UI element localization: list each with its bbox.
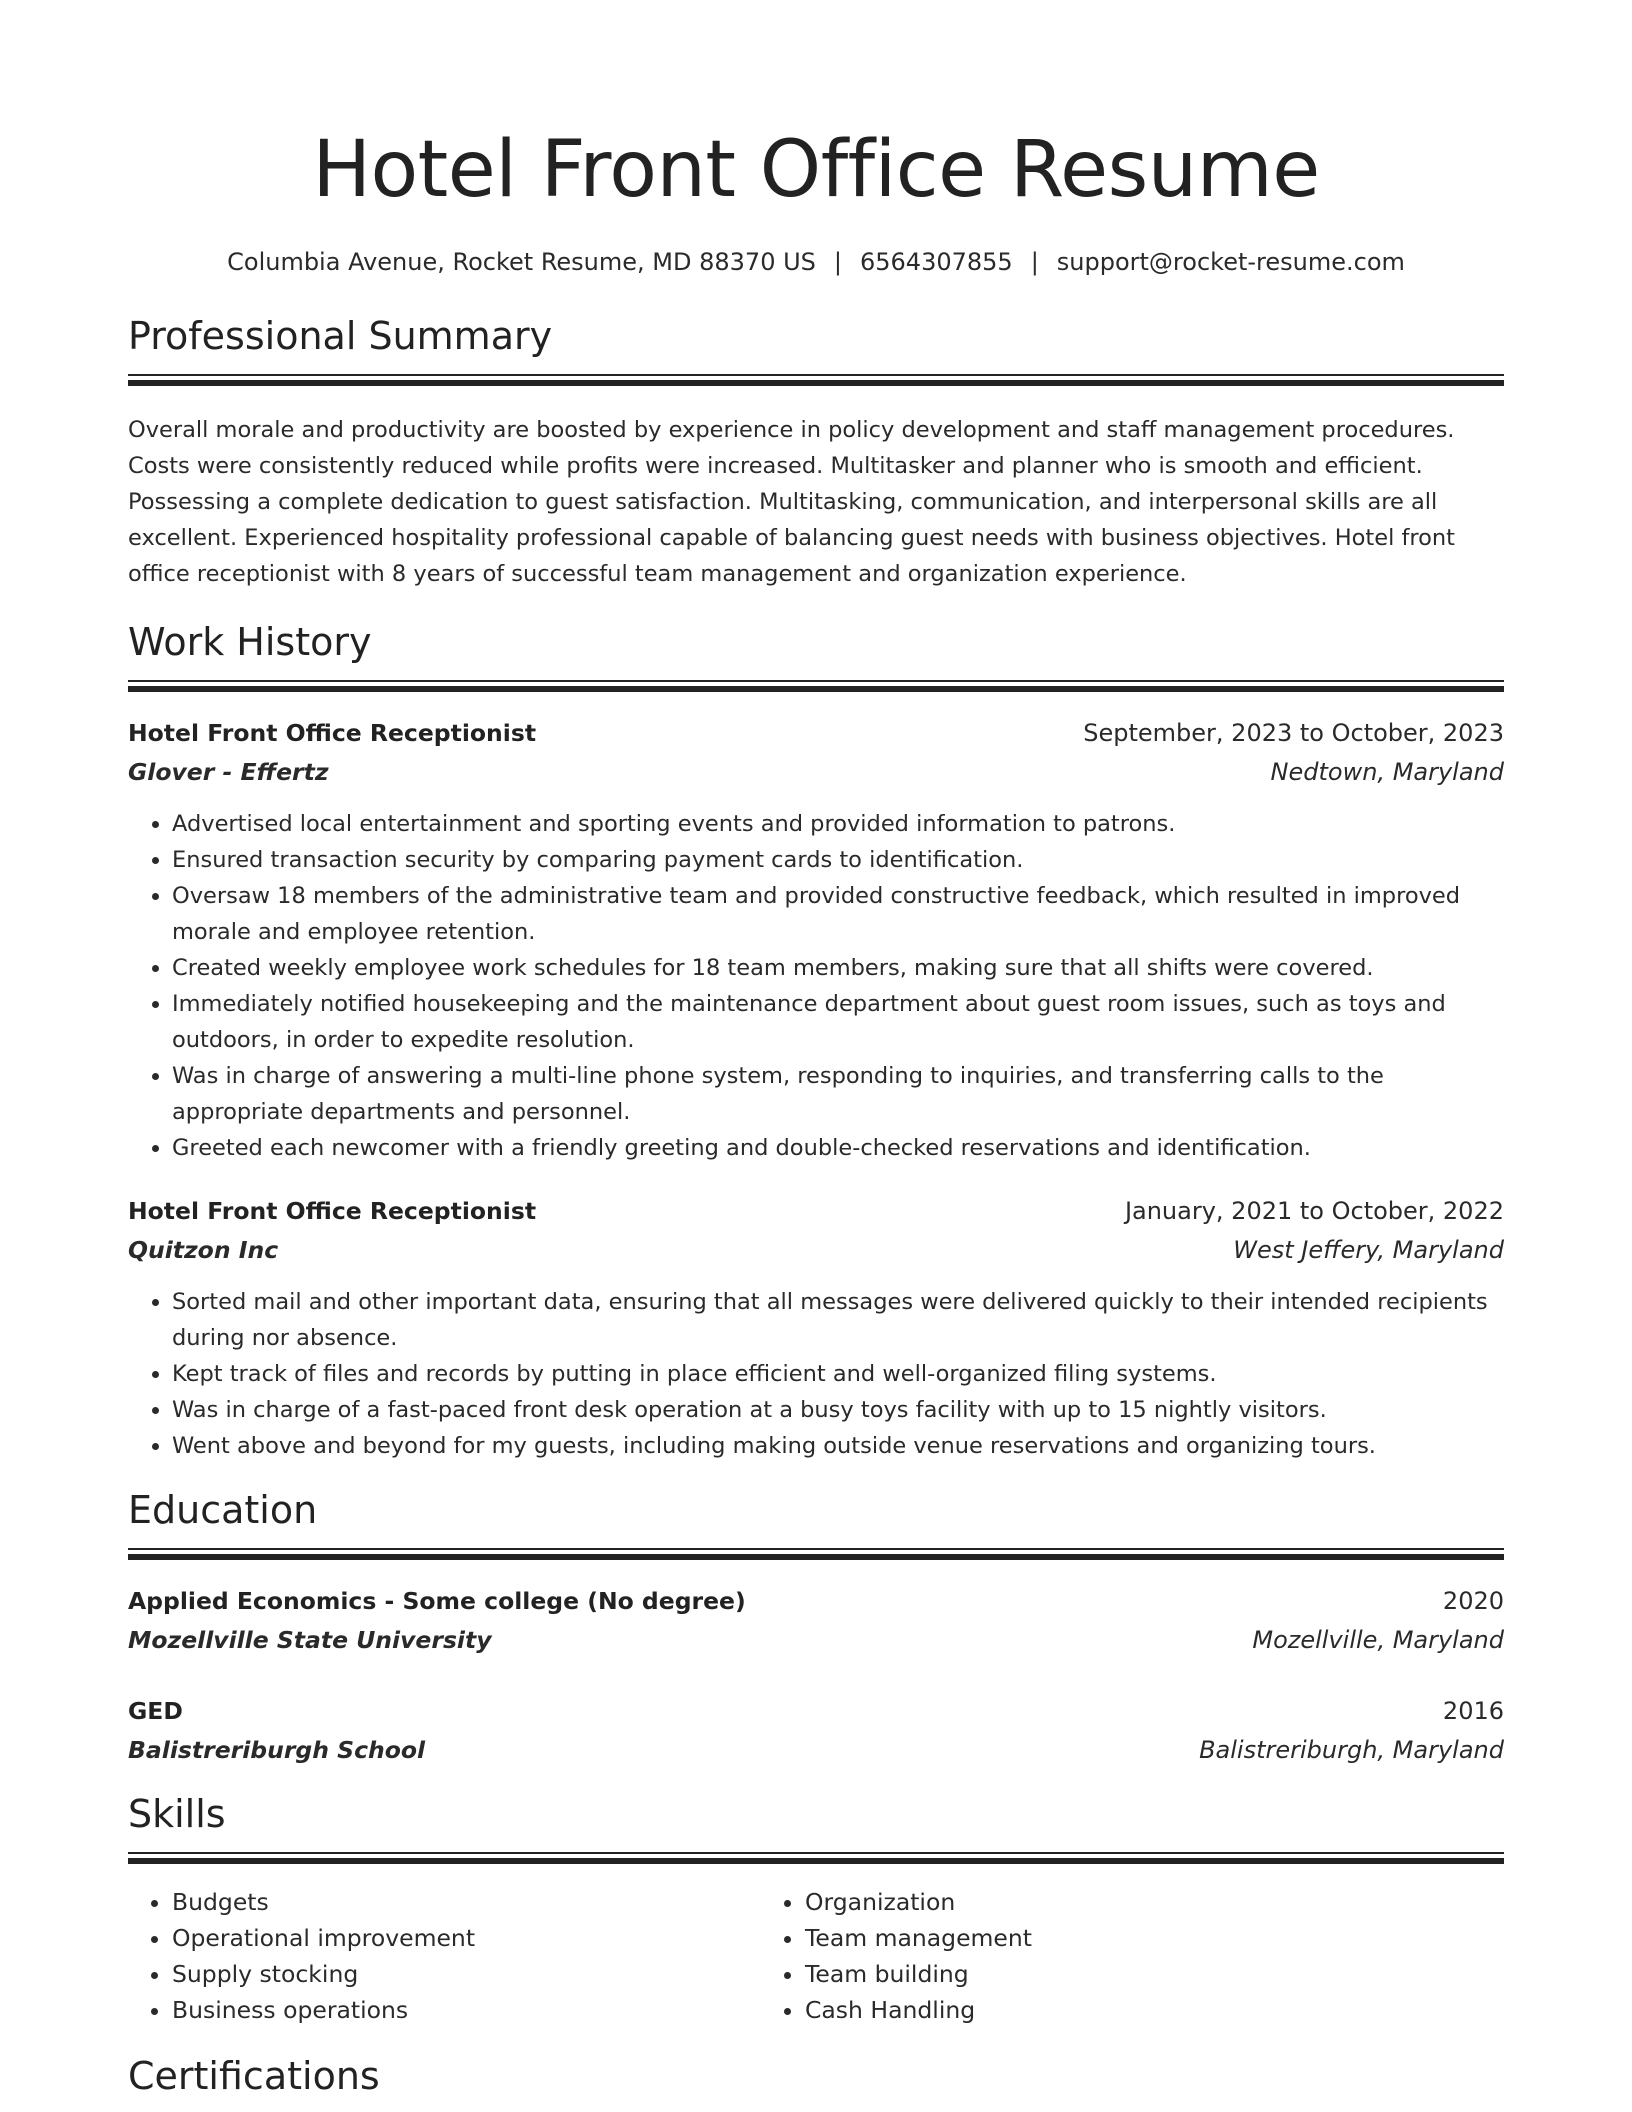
skills-column-left bbox=[128, 1884, 761, 2028]
job-entry bbox=[128, 1192, 1504, 1464]
education-entry bbox=[128, 1692, 1504, 1770]
section-title-summary: Professional Summary bbox=[128, 314, 553, 358]
job-title: Hotel Front Office Receptionist bbox=[128, 1197, 537, 1225]
list-item: • Went above and beyond for my guests, including making outside venue reservations and organizing tours. bbox=[172, 1428, 1504, 1464]
section-title-work: Work History bbox=[128, 620, 372, 664]
list-item: • Kept track of files and records by putting in place efficient and well-organized filing systems. bbox=[172, 1356, 1504, 1392]
education-location: Balistreriburgh, Maryland bbox=[1199, 1736, 1504, 1764]
skills-grid bbox=[128, 1884, 1504, 2028]
list-item: • Greeted each newcomer with a friendly greeting and double-checked reservations and identification. bbox=[172, 1130, 1504, 1166]
job-subheader bbox=[128, 752, 1504, 792]
list-item: • Was in charge of answering a multi-line phone system, responding to inquiries, and transferring calls to the appropriate departments and personnel. bbox=[172, 1058, 1504, 1130]
list-item: • Ensured transaction security by comparing payment cards to identification. bbox=[172, 842, 1504, 878]
skill-item: • Team building bbox=[805, 1956, 1394, 1992]
section-title-certifications: Certifications bbox=[128, 2054, 380, 2098]
job-subheader bbox=[128, 1230, 1504, 1270]
contact-phone: 6564307855 bbox=[859, 248, 1013, 276]
section-divider bbox=[128, 374, 1504, 394]
job-header bbox=[128, 1192, 1504, 1230]
contact-email: support@rocket-resume.com bbox=[1056, 248, 1405, 276]
education-school: Mozellville State University bbox=[128, 1626, 492, 1654]
section-divider bbox=[128, 1852, 1504, 1872]
contact-address: Columbia Avenue, Rocket Resume, MD 88370 US bbox=[227, 248, 816, 276]
skill-item: • Organization bbox=[805, 1884, 1394, 1920]
list-item: • Created weekly employee work schedules for 18 team members, making sure that all shifts were covered. bbox=[172, 950, 1504, 986]
education-section bbox=[128, 1486, 1504, 1770]
work-history-section bbox=[128, 618, 1504, 1464]
education-degree: GED bbox=[128, 1697, 183, 1725]
contact-separator: | bbox=[833, 248, 842, 276]
job-entry bbox=[128, 714, 1504, 1166]
education-location: Mozellville, Maryland bbox=[1252, 1626, 1504, 1654]
section-divider bbox=[128, 1548, 1504, 1568]
list-item: • Oversaw 18 members of the administrative team and provided constructive feedback, which resulted in improved morale and employee retention. bbox=[172, 878, 1504, 950]
job-dates: September, 2023 to October, 2023 bbox=[1083, 719, 1504, 747]
education-school: Balistreriburgh School bbox=[128, 1736, 426, 1764]
education-year: 2020 bbox=[1442, 1587, 1504, 1615]
job-bullets bbox=[128, 806, 1504, 1166]
skills-column-right bbox=[761, 1884, 1394, 2028]
contact-line bbox=[128, 246, 1504, 278]
contact-separator: | bbox=[1030, 248, 1039, 276]
resume-name: Hotel Front Office Resume bbox=[312, 125, 1320, 215]
summary-section bbox=[128, 312, 1504, 592]
education-header bbox=[128, 1692, 1504, 1730]
education-subheader bbox=[128, 1620, 1504, 1660]
list-item: • Immediately notified housekeeping and the maintenance department about guest room issues, such as toys and outdoors, in order to expedite resolution. bbox=[172, 986, 1504, 1058]
job-dates: January, 2021 to October, 2022 bbox=[1124, 1197, 1504, 1225]
skill-item: • Supply stocking bbox=[172, 1956, 761, 1992]
summary-text: Overall morale and productivity are boosted by experience in policy development and staff management procedures. Costs were consistently reduced while profits were increased. Multitasker and planner who is smooth and efficient. Possessing a complete dedication to guest satisfaction. Multitasking, communication, and interpersonal skills are all excellent. Experienced hospitality professional capable of balancing guest needs with business objectives. Hotel front office receptionist with 8 years of successful team management and organization experience. bbox=[128, 417, 1456, 587]
job-location: West Jeffery, Maryland bbox=[1233, 1236, 1504, 1264]
job-company: Quitzon Inc bbox=[128, 1236, 279, 1264]
skill-item: • Business operations bbox=[172, 1992, 761, 2028]
section-title-skills: Skills bbox=[128, 1792, 226, 1836]
skills-section bbox=[128, 1790, 1504, 2028]
job-company: Glover - Effertz bbox=[128, 758, 329, 786]
education-subheader bbox=[128, 1730, 1504, 1770]
education-header bbox=[128, 1582, 1504, 1620]
education-year: 2016 bbox=[1442, 1697, 1504, 1725]
list-item: • Advertised local entertainment and sporting events and provided information to patrons. bbox=[172, 806, 1504, 842]
skill-item: • Operational improvement bbox=[172, 1920, 761, 1956]
certifications-section bbox=[128, 2052, 1504, 2100]
job-title: Hotel Front Office Receptionist bbox=[128, 719, 537, 747]
list-item: • Was in charge of a fast-paced front desk operation at a busy toys facility with up to 15 nightly visitors. bbox=[172, 1392, 1504, 1428]
skill-item: • Budgets bbox=[172, 1884, 761, 1920]
section-title-education: Education bbox=[128, 1488, 318, 1532]
list-item: • Sorted mail and other important data, ensuring that all messages were delivered quickly to their intended recipients during nor absence. bbox=[172, 1284, 1504, 1356]
job-header bbox=[128, 714, 1504, 752]
education-degree: Applied Economics - Some college (No degree) bbox=[128, 1587, 746, 1615]
skill-item: • Team management bbox=[805, 1920, 1394, 1956]
job-location: Nedtown, Maryland bbox=[1270, 758, 1504, 786]
skill-item: • Cash Handling bbox=[805, 1992, 1394, 2028]
section-divider bbox=[128, 680, 1504, 700]
education-entry bbox=[128, 1582, 1504, 1660]
job-bullets bbox=[128, 1284, 1504, 1464]
